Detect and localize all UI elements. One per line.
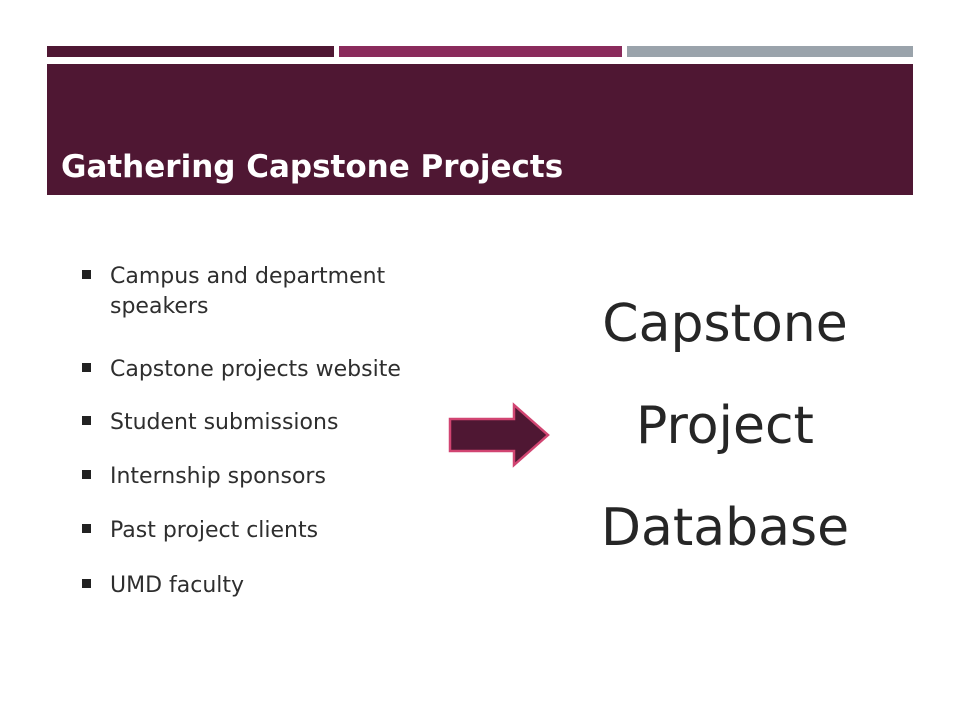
square-bullet-icon [82, 416, 91, 425]
square-bullet-icon [82, 524, 91, 533]
accent-bar-magenta [339, 46, 622, 57]
database-title-line-1: Capstone [602, 294, 848, 354]
database-title-line-2: Project [636, 396, 814, 456]
database-title-line-3: Database [600, 498, 850, 558]
square-bullet-icon [82, 270, 91, 279]
bullet-text: Campus and department speakers [110, 264, 386, 319]
bullet-item [78, 462, 468, 492]
bullet-item [78, 408, 468, 438]
bullet-item [78, 516, 468, 546]
slide-title: Gathering Capstone Projects [61, 149, 564, 185]
bullet-text: Past project clients [110, 518, 319, 543]
bullet-text: UMD faculty [110, 573, 245, 598]
right-arrow-icon [448, 402, 552, 468]
bullet-item [78, 262, 468, 322]
bullet-text: Student submissions [110, 410, 339, 435]
square-bullet-icon [82, 579, 91, 588]
bullet-text: Internship sponsors [110, 464, 326, 489]
bullet-item [78, 571, 468, 601]
square-bullet-icon [82, 363, 91, 372]
accent-bar-dark [47, 46, 334, 57]
square-bullet-icon [82, 470, 91, 479]
accent-bar-gray [627, 46, 913, 57]
bullet-item [78, 355, 468, 385]
title-band [47, 64, 913, 195]
bullet-text: Capstone projects website [110, 357, 401, 382]
